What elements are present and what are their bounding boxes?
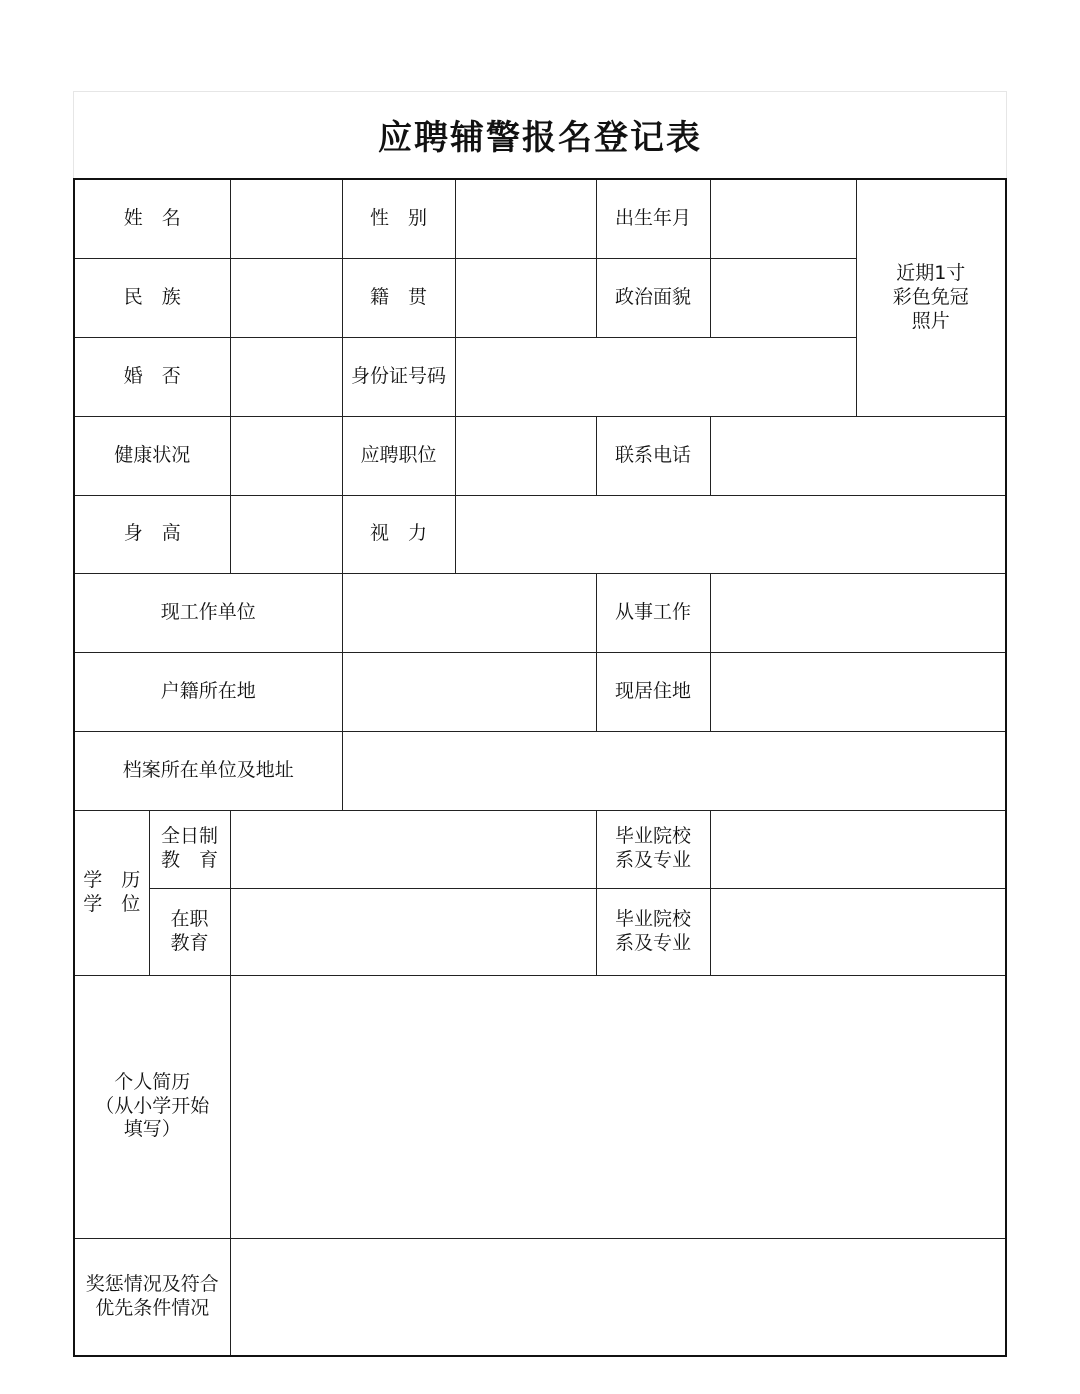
value-name[interactable] [230,179,342,258]
row-fulltime-edu [74,810,1006,888]
row-name [74,179,1006,258]
label-marital: 婚 否 [74,337,230,416]
label-awards: 奖惩情况及符合 优先条件情况 [74,1238,230,1356]
label-political-status: 政治面貌 [596,258,710,337]
row-archive [74,731,1006,810]
title-band [73,91,1007,178]
value-awards[interactable] [230,1238,1006,1356]
value-height[interactable] [230,495,342,573]
value-household-reg[interactable] [342,652,596,731]
value-phone[interactable] [710,416,1006,495]
label-native-place: 籍 贯 [342,258,455,337]
value-archive-location[interactable] [342,731,1006,810]
label-inservice-edu: 在职 教育 [149,888,230,975]
value-position[interactable] [455,416,596,495]
photo-box[interactable]: 近期1寸 彩色免冠 照片 [856,179,1006,416]
value-occupation[interactable] [710,573,1006,652]
label-ethnicity: 民 族 [74,258,230,337]
label-residence: 现居住地 [596,652,710,731]
row-current-employer [74,573,1006,652]
row-health [74,416,1006,495]
form-title: 应聘辅警报名登记表 [378,118,702,158]
value-gender[interactable] [455,179,596,258]
label-birth: 出生年月 [596,179,710,258]
value-inservice-school[interactable] [710,888,1006,975]
label-gender: 性 别 [342,179,455,258]
row-height [74,495,1006,573]
label-fulltime-edu: 全日制 教 育 [149,810,230,888]
value-fulltime-school[interactable] [710,810,1006,888]
value-residence[interactable] [710,652,1006,731]
label-inservice-school: 毕业院校 系及专业 [596,888,710,975]
label-vision: 视 力 [342,495,455,573]
label-phone: 联系电话 [596,416,710,495]
value-ethnicity[interactable] [230,258,342,337]
row-inservice-edu [74,888,1006,975]
label-education-degree: 学 历 学 位 [74,810,149,975]
label-fulltime-school: 毕业院校 系及专业 [596,810,710,888]
label-name: 姓 名 [74,179,230,258]
value-inservice-edu[interactable] [230,888,596,975]
value-vision[interactable] [455,495,1006,573]
label-occupation: 从事工作 [596,573,710,652]
registration-form-sheet [73,91,1007,1355]
label-archive-location: 档案所在单位及地址 [74,731,342,810]
value-marital[interactable] [230,337,342,416]
value-health[interactable] [230,416,342,495]
value-fulltime-edu[interactable] [230,810,596,888]
registration-table [73,178,1007,1357]
value-id-number[interactable] [455,337,856,416]
label-health: 健康状况 [74,416,230,495]
row-household [74,652,1006,731]
label-current-employer: 现工作单位 [74,573,342,652]
value-current-employer[interactable] [342,573,596,652]
value-political-status[interactable] [710,258,856,337]
label-resume: 个人简历 （从小学开始 填写） [74,975,230,1238]
value-birth[interactable] [710,179,856,258]
row-resume [74,975,1006,1238]
value-resume[interactable] [230,975,1006,1238]
label-height: 身 高 [74,495,230,573]
row-awards [74,1238,1006,1356]
label-position: 应聘职位 [342,416,455,495]
label-household-reg: 户籍所在地 [74,652,342,731]
value-native-place[interactable] [455,258,596,337]
label-id-number: 身份证号码 [342,337,455,416]
